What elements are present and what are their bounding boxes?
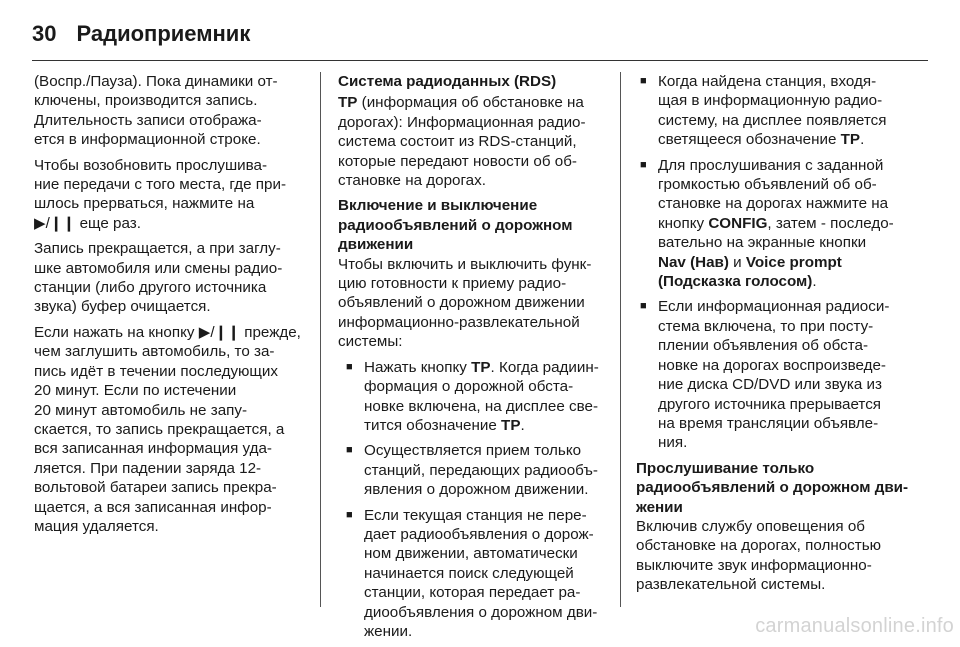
bullet-item: ■ Осуществляется прием только станций, передающих радиообъ- явления о дорожном движении.: [346, 442, 598, 499]
header-rule: [32, 60, 928, 61]
section-heading: Система радиоданных (RDS): [338, 73, 557, 90]
bullet-item: ■ Нажать кнопку TP. Когда радиин- формация о дорожной обста- новке включена, на дисплее све- тится обозначение TP.: [346, 358, 599, 434]
paragraph: Если нажать на кнопку ▶/❙❙ прежде, чем заглушить автомобиль, то за- пись идёт в течении последующих 20 минут. Если по истечении 20 минут автомобиль не запу- скается, то запись прекращается, а вся записанная информация уда- ляется. При падении заряда 12- вольтовой батареи запись прекра- щается, а вся записанная инфор- мация удаляется.: [34, 323, 301, 535]
bullet-item: ■ Когда найдена станция, входя- щая в информационную радио- систему, на дисплее появляется светящееся обозначение TP.: [640, 73, 887, 149]
subsection-heading: Прослушивание только радиообъявлений о дорожном дви- жении: [636, 459, 909, 516]
bullet-item: ■ Если текущая станция не пере- дает радиообъявления о дорож- ном движении, автоматически начинается поиск следующей станции, которая передает ра- диообъявления о дорожном дви- жении.: [346, 506, 598, 640]
column-divider: [320, 72, 321, 607]
page-title: Радиоприемник: [76, 21, 251, 46]
subsection-heading: Включение и выключение радиообъявлений о дорожном движении: [338, 197, 573, 254]
bullet-mark: ■: [346, 444, 353, 457]
bullet-mark: ■: [346, 508, 353, 521]
paragraph: Запись прекращается, а при заглу- шке автомобиля или смены радио- станции (либо другого источника звука) буфер очищается.: [34, 240, 283, 316]
page-header: [32, 14, 250, 54]
paragraph: (Воспр./Пауза). Пока динамики от- ключены, производится запись. Длительность записи отобража- ется в информационной строке.: [34, 73, 278, 149]
paragraph: Чтобы включить и выключить функ- цию готовности к приему радио- объявлений о дорожном движении информационно-развлекательной системы:: [338, 255, 592, 351]
bullet-item: ■ Если информационная радиоси- стема включена, то при посту- плении объявления об обста- новке на дорогах воспроизведе- ние диска CD/DVD или звука из другого источника прерывается на время трансляции объявле- ния.: [640, 298, 890, 452]
column-1: [34, 72, 306, 542]
paragraph: Чтобы возобновить прослушива- ние передачи с того места, где при- шлось прерваться, нажмите на ▶/❙❙ еще раз.: [34, 156, 287, 232]
bullet-mark: ■: [640, 75, 647, 87]
bullet-item: ■ Для прослушивания с заданной громкостью объявлений об об- становке на дорогах нажмите на кнопку CONFIG, затем - последо- вательно на экранные кнопки Nav (Нав) и Voice prompt (Подсказка голосом).: [640, 156, 894, 291]
bullet-mark: ■: [640, 300, 647, 313]
paragraph: TP (информация об обстановке на дорогах): Информационная радио- система состоит из RDS-станций, которые передают новости об об- становке на дорогах.: [338, 94, 586, 190]
watermark: carmanualsonline.info: [755, 615, 954, 637]
column-divider: [620, 72, 621, 607]
bullet-mark: ■: [346, 360, 353, 373]
column-2: [338, 72, 608, 647]
paragraph: Включив службу оповещения об обстановке на дорогах, полностью выключите звук информационно- развлекательной системы.: [636, 517, 882, 594]
column-3: [636, 72, 909, 601]
bullet-mark: ■: [640, 158, 647, 171]
page-number: 30: [32, 21, 57, 46]
